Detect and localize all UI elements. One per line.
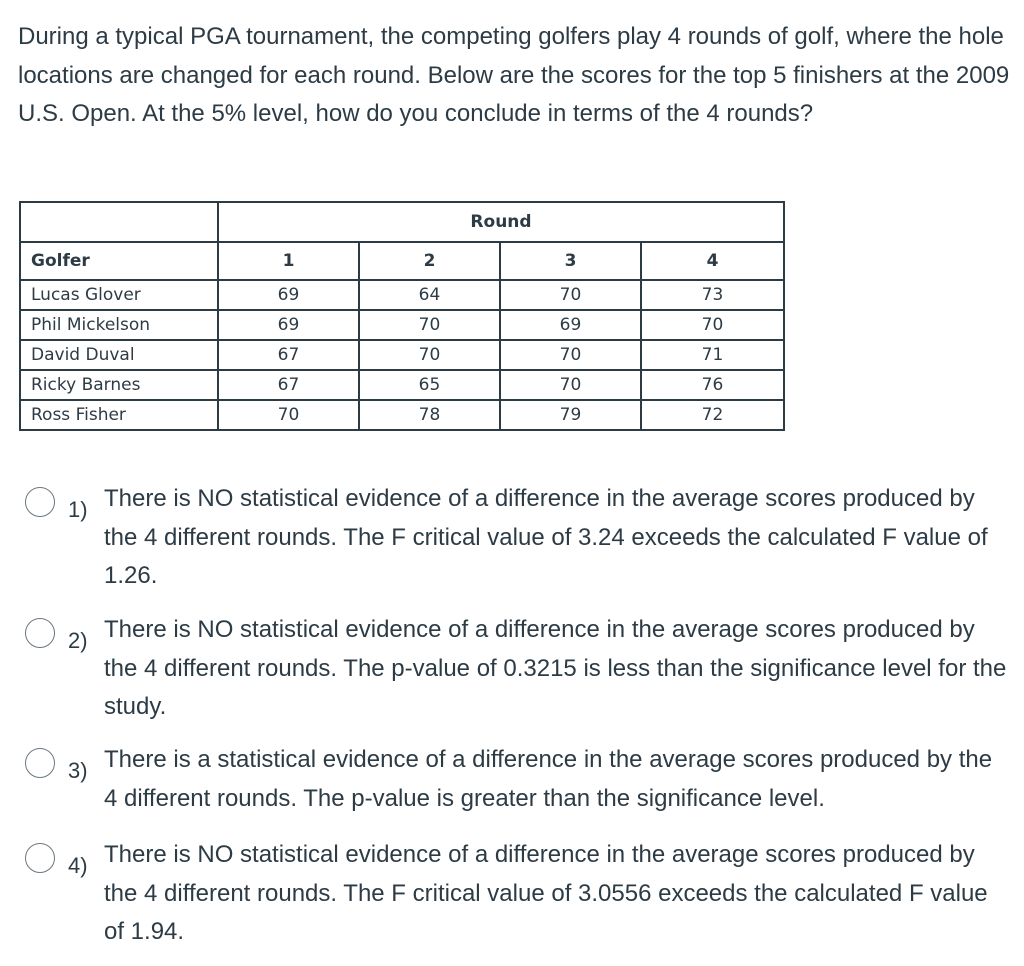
score-cell: 70 bbox=[500, 370, 641, 400]
score-cell: 72 bbox=[641, 400, 784, 430]
score-cell: 69 bbox=[218, 280, 359, 310]
table-corner-cell bbox=[20, 202, 218, 242]
score-cell: 79 bbox=[500, 400, 641, 430]
score-cell: 70 bbox=[500, 340, 641, 370]
option-text-4[interactable]: There is NO statistical evidence of a difference in the average scores produced by the 4 different rounds. The F critical value of 3.0556 exceeds the calculated F value of 1.94. bbox=[104, 841, 988, 945]
column-header-round-3: 3 bbox=[500, 242, 641, 280]
round-group-header: Round bbox=[218, 202, 784, 242]
radio-option-4[interactable] bbox=[25, 843, 55, 873]
column-header-round-1: 1 bbox=[218, 242, 359, 280]
score-cell: 73 bbox=[641, 280, 784, 310]
question-text: During a typical PGA tournament, the competing golfers play 4 rounds of golf, where the hole locations are changed for each round. Below are the scores for the top 5 finishers at the 2009 U.S. Open. At the 5% level, how do you conclude in terms of the 4 rounds? bbox=[18, 23, 1010, 127]
score-cell: 69 bbox=[500, 310, 641, 340]
score-cell: 67 bbox=[218, 340, 359, 370]
score-cell: 70 bbox=[218, 400, 359, 430]
golfer-name: David Duval bbox=[20, 340, 218, 370]
option-number-1: 1) bbox=[68, 497, 88, 522]
score-cell: 78 bbox=[359, 400, 500, 430]
score-cell: 69 bbox=[218, 310, 359, 340]
score-cell: 70 bbox=[500, 280, 641, 310]
table-row bbox=[20, 280, 784, 310]
golfer-name: Phil Mickelson bbox=[20, 310, 218, 340]
table-row bbox=[20, 310, 784, 340]
radio-option-3[interactable] bbox=[25, 748, 55, 778]
table-row bbox=[20, 340, 784, 370]
golfer-name: Ross Fisher bbox=[20, 400, 218, 430]
score-cell: 70 bbox=[641, 310, 784, 340]
score-cell: 70 bbox=[359, 310, 500, 340]
table-row bbox=[20, 370, 784, 400]
option-number-4: 4) bbox=[68, 853, 88, 878]
column-header-golfer: Golfer bbox=[20, 242, 218, 280]
score-cell: 64 bbox=[359, 280, 500, 310]
table-row bbox=[20, 400, 784, 430]
table-group-header-row bbox=[20, 202, 784, 242]
score-cell: 71 bbox=[641, 340, 784, 370]
option-text-3[interactable]: There is a statistical evidence of a difference in the average scores produced by the 4 different rounds. The p-value is greater than the significance level. bbox=[104, 746, 993, 812]
option-text-1[interactable]: There is NO statistical evidence of a difference in the average scores produced by the 4 different rounds. The F critical value of 3.24 exceeds the calculated F value of 1.26. bbox=[104, 485, 988, 589]
golfer-name: Lucas Glover bbox=[20, 280, 218, 310]
score-cell: 67 bbox=[218, 370, 359, 400]
option-number-2: 2) bbox=[68, 628, 88, 653]
option-text-2[interactable]: There is NO statistical evidence of a difference in the average scores produced by the 4 different rounds. The p-value of 0.3215 is less than the significance level for the study. bbox=[104, 616, 1007, 720]
option-number-3: 3) bbox=[68, 758, 88, 783]
column-header-round-2: 2 bbox=[359, 242, 500, 280]
score-cell: 76 bbox=[641, 370, 784, 400]
score-cell: 70 bbox=[359, 340, 500, 370]
scores-table bbox=[19, 201, 785, 431]
column-header-round-4: 4 bbox=[641, 242, 784, 280]
golfer-name: Ricky Barnes bbox=[20, 370, 218, 400]
radio-option-2[interactable] bbox=[25, 618, 55, 648]
table-header-row bbox=[20, 242, 784, 280]
score-cell: 65 bbox=[359, 370, 500, 400]
radio-option-1[interactable] bbox=[25, 487, 55, 517]
